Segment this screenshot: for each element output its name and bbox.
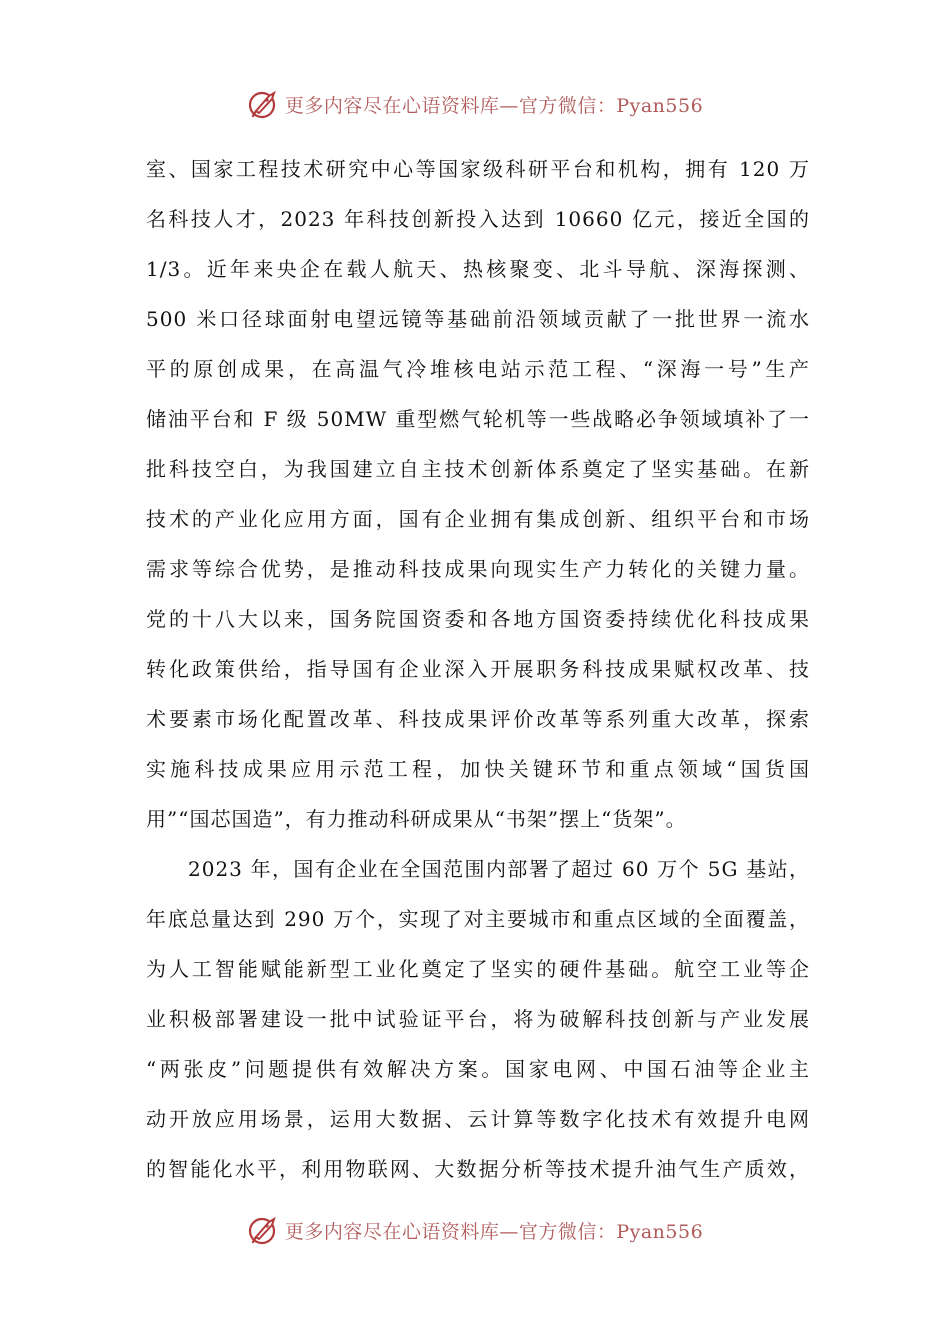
text-line: 技术的产业化应用方面，国有企业拥有集成创新、组织平台和市场 <box>146 507 810 531</box>
paragraph-1 <box>146 148 810 848</box>
header-banner <box>0 84 950 124</box>
text-line: 用”“国芯国造”，有力推动科研成果从“书架”摆上“货架”。 <box>146 807 687 831</box>
text-line: 储油平台和 F 级 50MW 重型燃气轮机等一些战略必争领域填补了一 <box>146 407 810 431</box>
text-line: 为人工智能赋能新型工业化奠定了坚实的硬件基础。航空工业等企 <box>146 957 810 981</box>
text-line: 名科技人才，2023 年科技创新投入达到 10660 亿元，接近全国的 <box>146 207 810 231</box>
pen-nib-logo-icon <box>247 1213 281 1247</box>
pen-nib-logo-icon <box>247 87 281 121</box>
text-line: 党的十八大以来，国务院国资委和各地方国资委持续优化科技成果 <box>146 607 810 631</box>
text-line: 500 米口径球面射电望远镜等基础前沿领域贡献了一批世界一流水 <box>146 307 810 331</box>
text-line: 术要素市场化配置改革、科技成果评价改革等系列重大改革，探索 <box>146 707 810 731</box>
header-banner-text: 更多内容尽在心语资料库—官方微信：Pyan556 <box>284 94 704 117</box>
text-line: “两张皮”问题提供有效解决方案。国家电网、中国石油等企业主 <box>146 1057 810 1081</box>
document-body <box>146 148 810 1198</box>
text-line: 1/3。近年来央企在载人航天、热核聚变、北斗导航、深海探测、 <box>146 257 810 281</box>
text-line: 平的原创成果，在高温气冷堆核电站示范工程、“深海一号”生产 <box>146 357 810 381</box>
text-line: 批科技空白，为我国建立自主技术创新体系奠定了坚实基础。在新 <box>146 457 810 481</box>
footer-banner <box>0 1210 950 1250</box>
text-line: 的智能化水平，利用物联网、大数据分析等技术提升油气生产质效， <box>146 1157 810 1181</box>
text-line: 业积极部署建设一批中试验证平台，将为破解科技创新与产业发展 <box>146 1007 810 1031</box>
text-line: 室、国家工程技术研究中心等国家级科研平台和机构，拥有 120 万 <box>146 157 810 181</box>
text-line: 年底总量达到 290 万个，实现了对主要城市和重点区域的全面覆盖， <box>146 907 810 931</box>
text-line: 转化政策供给，指导国有企业深入开展职务科技成果赋权改革、技 <box>146 657 810 681</box>
footer-banner-text: 更多内容尽在心语资料库—官方微信：Pyan556 <box>284 1220 704 1243</box>
text-line: 动开放应用场景，运用大数据、云计算等数字化技术有效提升电网 <box>146 1107 810 1131</box>
text-line: 实施科技成果应用示范工程，加快关键环节和重点领域“国货国 <box>146 757 810 781</box>
paragraph-2 <box>146 848 810 1198</box>
text-line: 2023 年，国有企业在全国范围内部署了超过 60 万个 5G 基站， <box>188 857 810 881</box>
text-line: 需求等综合优势，是推动科技成果向现实生产力转化的关键力量。 <box>146 557 810 581</box>
